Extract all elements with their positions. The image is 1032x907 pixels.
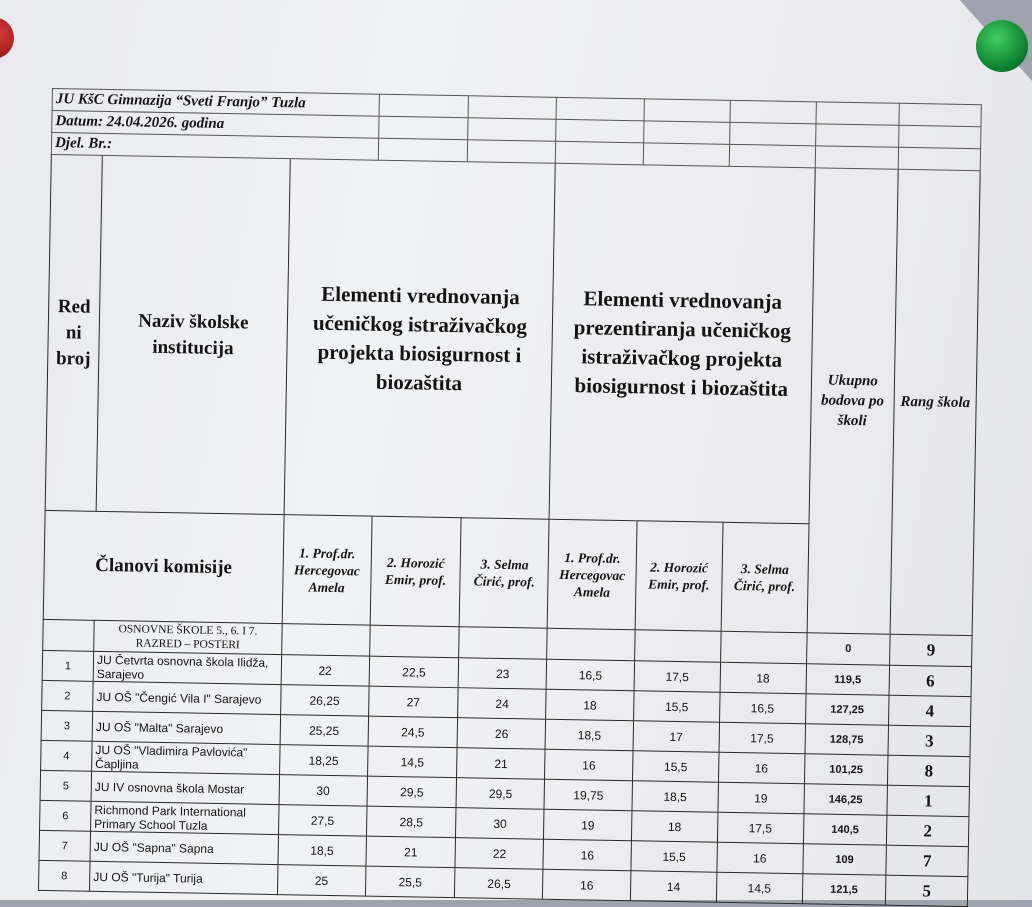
total-score: 121,5 [802,874,886,905]
row-number: 1 [42,650,94,681]
committee-member-3a: 3. Selma Čirić, prof. [460,518,550,629]
document-sheet [38,88,982,907]
total-score: 140,5 [803,814,887,845]
school-rank: 7 [886,845,968,876]
score-b3: 16 [717,842,803,873]
school-rank: 4 [889,695,971,726]
score-b1: 16,5 [546,659,634,691]
results-table [38,88,982,907]
school-name: JU IV osnovna škola Mostar [91,771,279,804]
school-rank: 1 [887,785,969,816]
score-b1: 18 [546,689,634,721]
row-number: 5 [40,770,92,801]
green-pushpin-icon [976,20,1028,72]
section-label: OSNOVNE ŠKOLE 5., 6. I 7. RAZRED – POSTERI [94,620,282,654]
col-group-prezentacija: Elementi vrednovanja prezentiranja učeničkog istraživačkog projekta biosigurnost i biozaštita [549,163,814,523]
score-b2: 18,5 [632,781,718,812]
committee-member-2a: 2. Horozić Emir, prof. [370,516,462,627]
section-total: 0 [806,633,890,665]
school-name: JU OŠ "Malta" Sarajevo [92,711,280,744]
score-b1: 18,5 [545,719,633,751]
school-name: JU OŠ "Vladimira Pavlovića" Čapljina [92,741,280,774]
col-naziv: Naziv školske institucija [96,155,290,514]
score-b3: 14,5 [716,872,802,903]
school-rank: 8 [888,755,970,786]
score-a1: 18,5 [278,835,366,867]
score-b2: 15,5 [634,691,720,722]
score-b1: 19,75 [544,779,632,811]
score-a1: 22 [281,655,369,687]
col-red-broj: Red ni broj [45,154,102,511]
score-b3: 19 [718,782,804,813]
score-b2: 18 [631,811,717,842]
committee-member-1a: 1. Prof.dr. Hercegovac Amela [282,515,372,626]
score-b2: 14 [630,871,716,902]
score-b3: 17,5 [717,812,803,843]
score-a2: 22,5 [369,656,459,688]
score-a2: 24,5 [368,716,458,748]
school-name: JU Četvrta osnovna škola Ilidža, Sarajevo [93,651,281,684]
score-b2: 17 [633,721,719,752]
score-b2: 15,5 [631,841,717,872]
committee-member-1b: 1. Prof.dr. Hercegovac Amela [547,519,637,630]
col-group-projekt: Elementi vrednovanja učeničkog istraživačkog projekta biosigurnost i biozaštita [284,159,556,520]
score-a2: 27 [368,686,458,718]
score-a1: 18,25 [279,745,367,777]
total-score: 128,75 [805,724,889,755]
score-a3: 26 [458,718,546,750]
row-number: 7 [39,830,91,861]
score-b2: 15,5 [633,751,719,782]
total-score: 101,25 [804,754,888,785]
score-b1: 16 [543,869,631,901]
score-a3: 24 [458,688,546,720]
score-a3: 22 [455,838,543,870]
score-b2: 17,5 [634,661,720,692]
institution-name: JU KšC Gimnazija “Sveti Franjo” Tuzla [52,89,379,117]
committee-member-3b: 3. Selma Čirić, prof. [721,522,809,632]
col-rang: Rang škola [890,169,980,635]
row-number: 8 [38,860,90,891]
school-name: JU OŠ "Sapna" Sapna [90,831,278,864]
score-a1: 27,5 [278,805,366,837]
score-b1: 19 [544,809,632,841]
score-b3: 16,5 [719,692,805,723]
score-a1: 26,25 [280,685,368,717]
school-rank: 6 [889,665,971,696]
score-b1: 16 [545,749,633,781]
score-a2: 28,5 [366,806,456,838]
score-a3: 26,5 [455,868,543,900]
score-a3: 23 [459,658,547,690]
total-score: 119,5 [806,664,890,695]
school-rank: 5 [886,875,968,906]
score-b3: 18 [720,662,806,693]
school-name: JU OŠ "Turija" Turija [90,861,278,894]
row-number: 3 [41,710,93,741]
reference-number: Djel. Br.: [51,133,378,161]
score-a1: 30 [279,775,367,807]
score-a3: 29,5 [456,778,544,810]
score-a2: 25,5 [365,866,455,898]
col-ukupno: Ukupno bodova po školi [807,168,899,634]
section-rank: 9 [890,634,972,666]
total-score: 109 [802,844,886,875]
row-number: 2 [42,680,94,711]
score-a3: 30 [456,808,544,840]
score-a1: 25,25 [280,715,368,747]
row-number: 6 [40,800,92,831]
score-b1: 16 [543,839,631,871]
total-score: 146,25 [803,784,887,815]
committee-label: Članovi komisije [43,510,284,623]
school-rank: 2 [887,815,969,846]
score-b3: 16 [718,752,804,783]
score-a2: 29,5 [367,776,457,808]
score-b3: 17,5 [719,722,805,753]
score-a3: 21 [457,748,545,780]
document-date: Datum: 24.04.2026. godina [52,111,379,139]
school-name: Richmond Park International Primary School Tuzla [91,801,279,834]
row-number: 4 [41,740,93,771]
school-name: JU OŠ "Čengić Vila I" Sarajevo [93,681,281,714]
score-a1: 25 [277,865,365,897]
total-score: 127,25 [805,694,889,725]
committee-member-2b: 2. Horozić Emir, prof. [635,521,723,631]
school-rank: 3 [888,725,970,756]
score-a2: 14,5 [367,746,457,778]
score-a2: 21 [366,836,456,868]
